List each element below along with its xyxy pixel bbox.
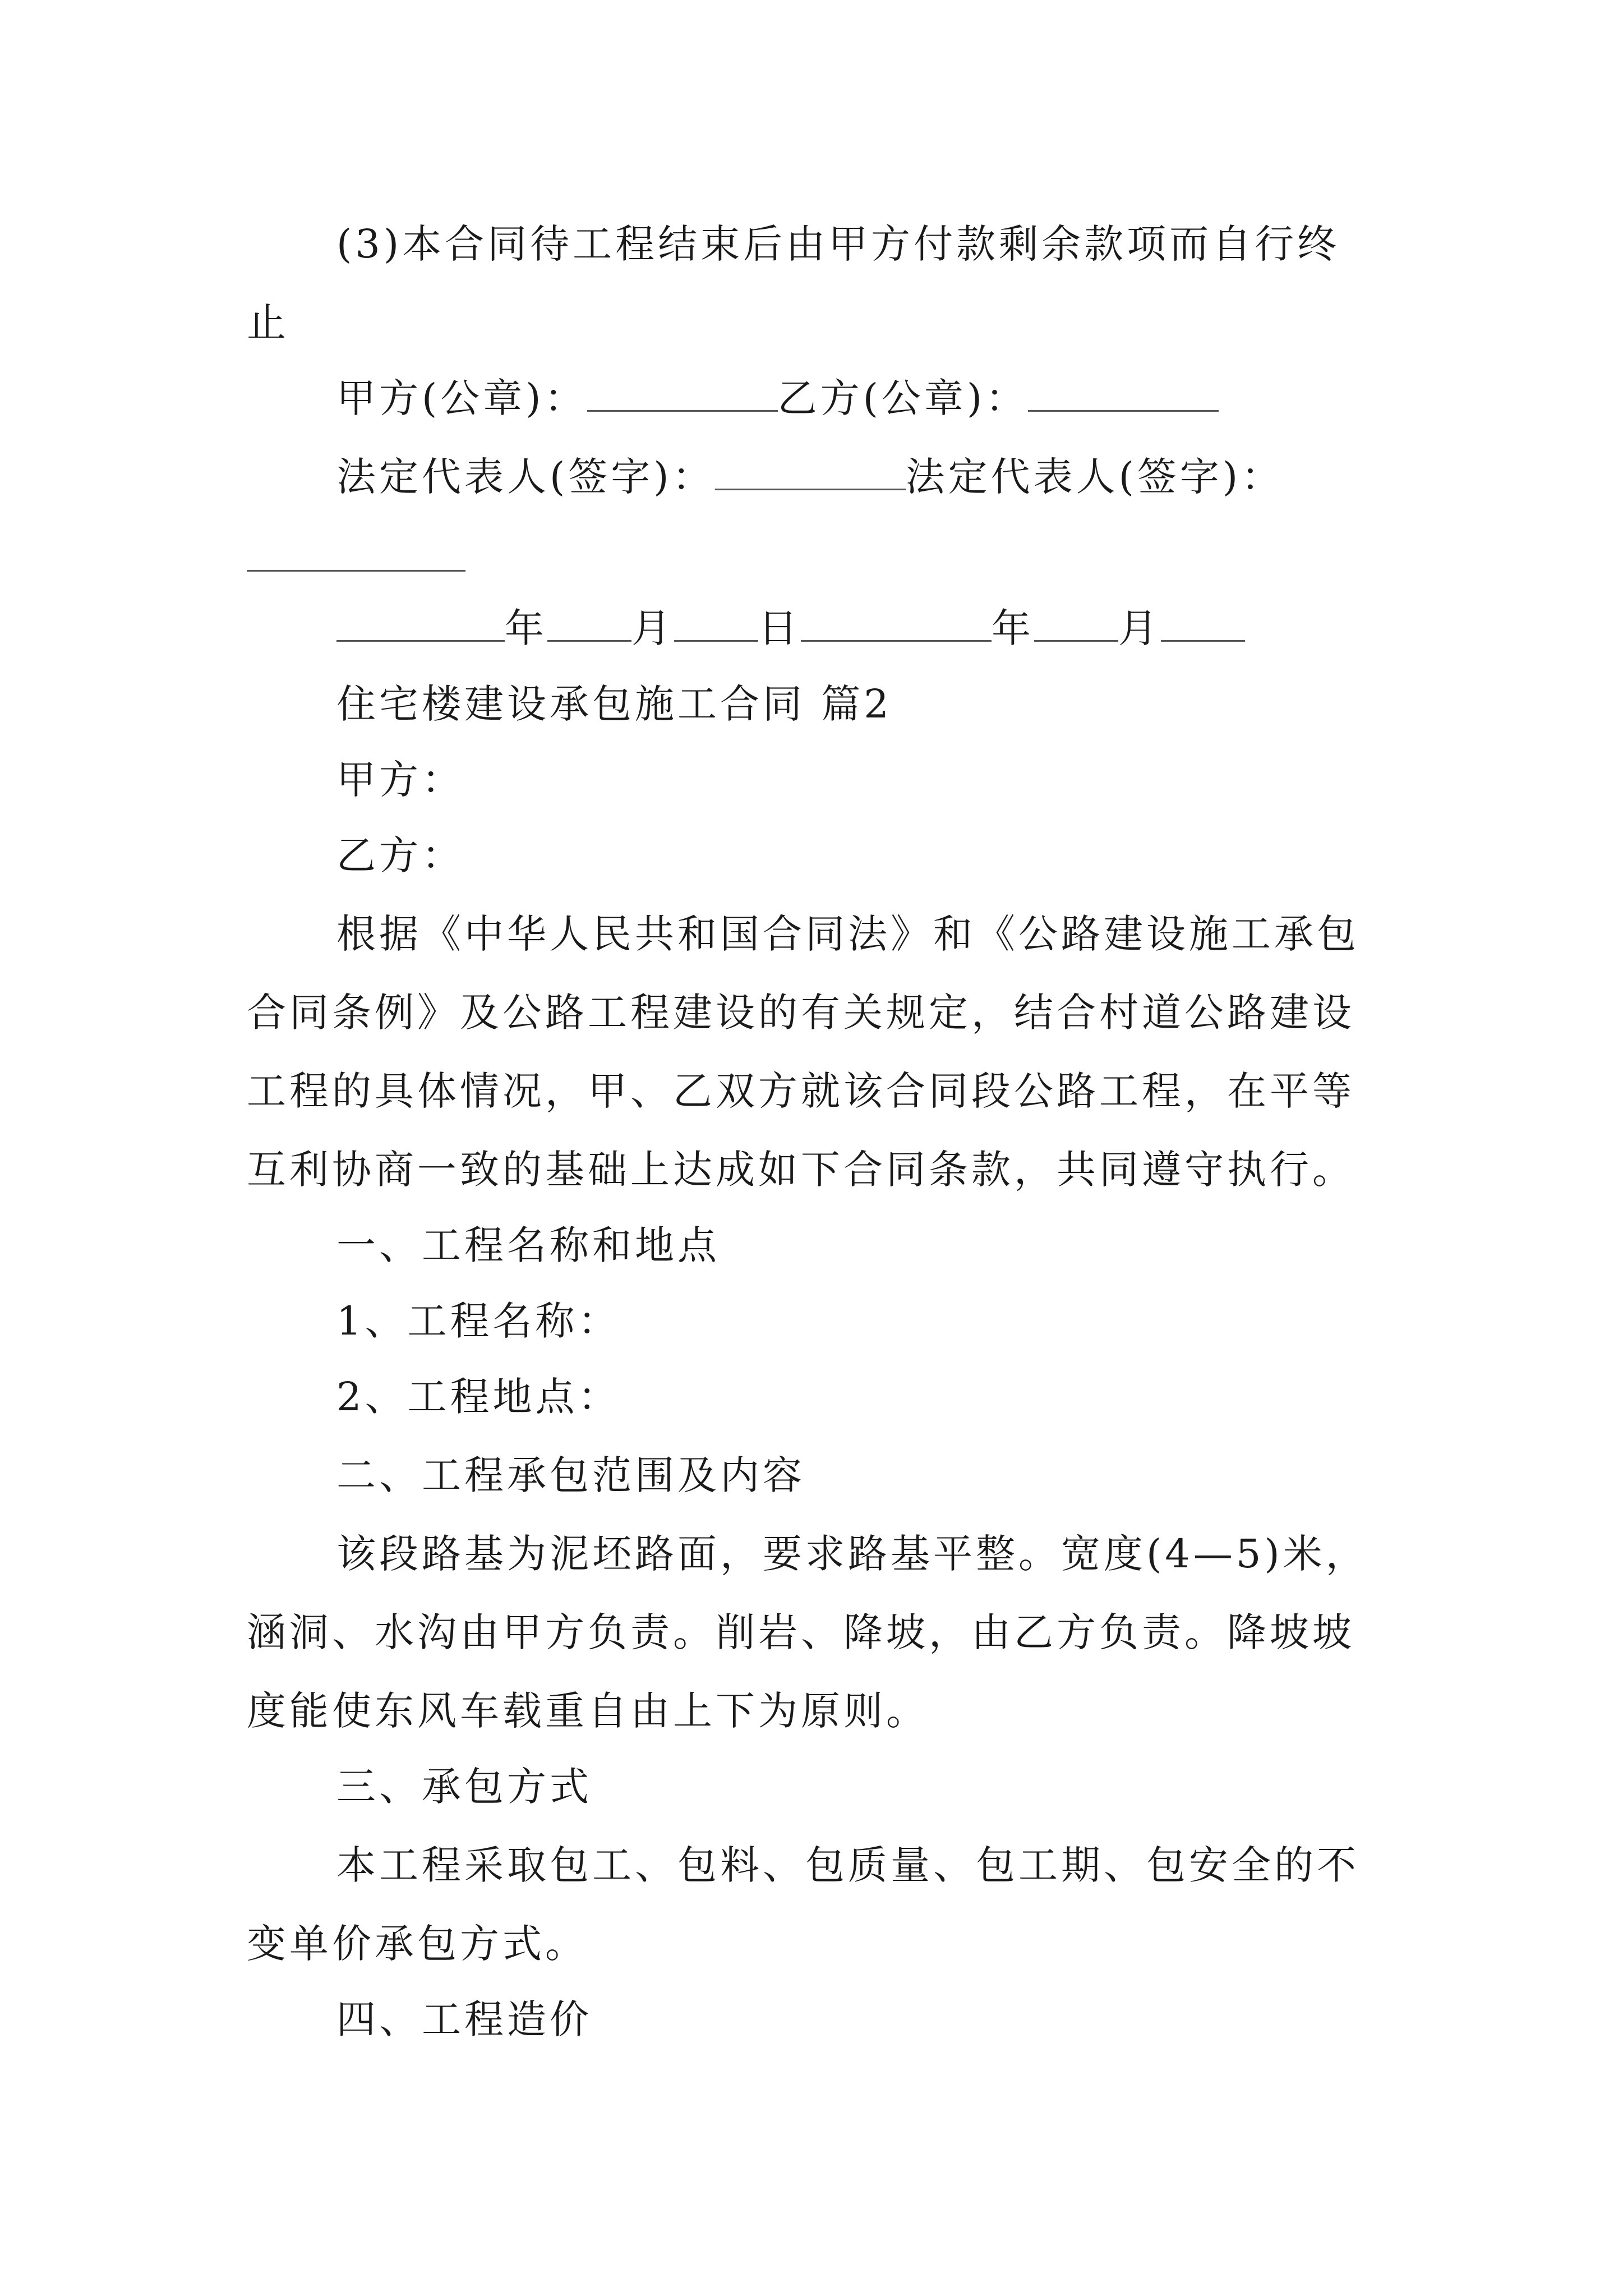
day-b-blank [1161,636,1245,642]
section-3-heading: 三、承包方式 [336,1764,592,1810]
day-a-blank [674,636,758,642]
year-b-label: 年 [992,605,1034,651]
para-2-line-2: 涵洞、水沟由甲方负责。削岩、降坡，由乙方负责。降坡坡 [247,1609,1355,1655]
clause-3-line-2: 止 [247,300,289,346]
clause-3-line-1: (3)本合同待工程结束后由甲方付款剩余款项而自行终 [336,221,1340,267]
para-1-line-4: 互利协商一致的基础上达成如下合同条款，共同遵守执行。 [247,1147,1355,1193]
rep-b-label: 法定代表人(签字)： [905,454,1284,500]
month-a-label: 月 [631,605,674,651]
section-4-heading: 四、工程造价 [336,1996,592,2042]
rep-a-blank [715,484,906,490]
year-b-blank [801,636,992,642]
rep-a-label: 法定代表人(签字)： [336,454,715,500]
party-b-seal-blank [1028,406,1219,412]
para-1-line-2: 合同条例》及公路工程建设的有关规定，结合村道公路建设 [247,990,1355,1036]
year-a-label: 年 [505,605,547,651]
party-a: 甲方： [336,757,464,803]
section-1-heading: 一、工程名称和地点 [336,1222,720,1268]
para-1-line-1: 根据《中华人民共和国合同法》和《公路建设施工承包 [336,911,1359,957]
month-b-label: 月 [1118,605,1161,651]
rep-b-blank [247,565,465,572]
month-b-blank [1034,636,1118,642]
party-b: 乙方： [336,832,464,878]
year-a-blank [336,636,505,642]
month-a-blank [547,636,631,642]
rep-b-blank-line [247,539,465,578]
section-1-item-2: 2、工程地点： [336,1374,621,1420]
section-1-item-1: 1、工程名称： [336,1298,621,1344]
date-line [336,605,1245,651]
party-a-seal-label: 甲方(公章)： [336,375,587,421]
section-2-heading: 二、工程承包范围及内容 [336,1452,805,1498]
contract-title: 住宅楼建设承包施工合同 篇2 [336,681,892,727]
party-b-seal-label: 乙方(公章)： [777,375,1029,421]
party-a-seal-blank [587,406,778,412]
representative-line [336,454,1284,500]
para-2-line-3: 度能使东风车载重自由上下为原则。 [247,1688,929,1734]
seal-line [336,375,1219,421]
para-1-line-3: 工程的具体情况，甲、乙双方就该合同段公路工程，在平等 [247,1068,1355,1114]
para-3-line-1: 本工程采取包工、包料、包质量、包工期、包安全的不 [336,1842,1359,1888]
para-2-line-1: 该段路基为泥坯路面，要求路基平整。宽度(4—5)米， [336,1531,1368,1577]
para-3-line-2: 变单价承包方式。 [247,1921,588,1967]
day-a-label: 日 [758,605,801,651]
